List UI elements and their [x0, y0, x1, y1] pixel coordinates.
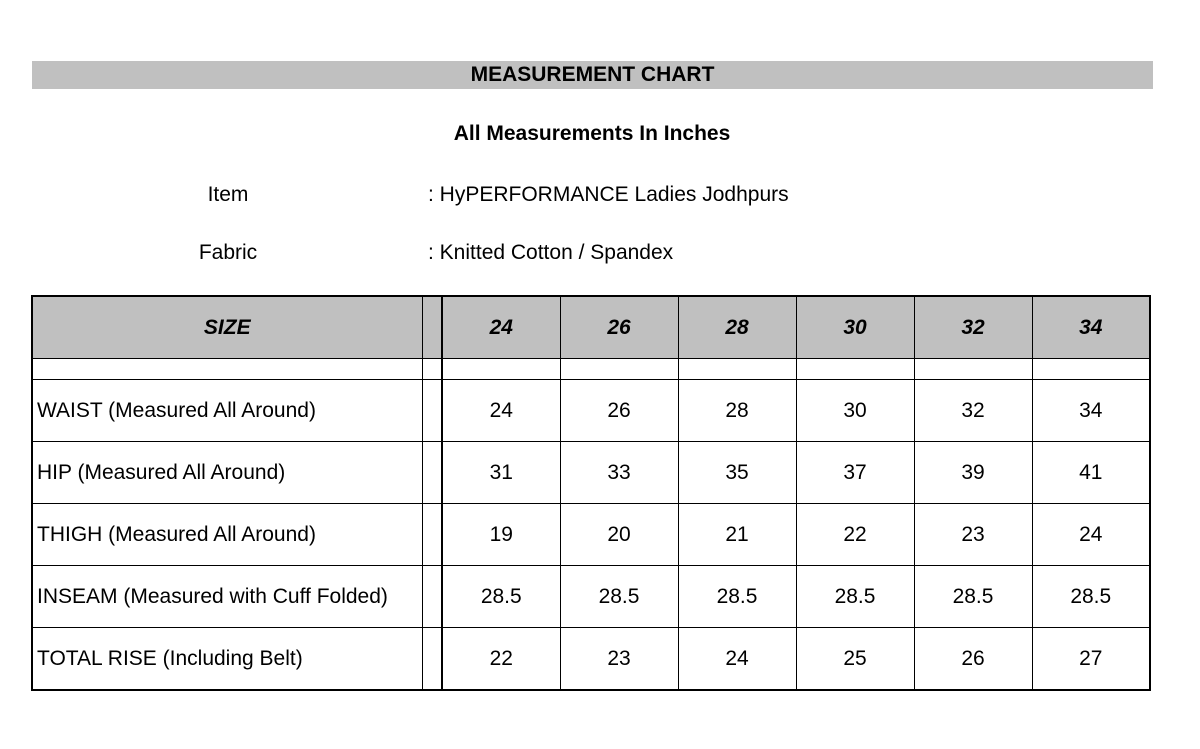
table-cell: 24	[442, 380, 560, 442]
size-column-header: 30	[796, 296, 914, 359]
spacer-row	[32, 359, 1150, 380]
table-cell: 28.5	[914, 566, 1032, 628]
spacer-cell	[914, 359, 1032, 380]
fabric-value: : Knitted Cotton / Spandex	[428, 241, 674, 264]
spacer-cell	[422, 380, 442, 442]
table-row-waist	[32, 380, 1150, 442]
size-column-header: 26	[560, 296, 678, 359]
table-cell: 28.5	[560, 566, 678, 628]
spacer-cell	[422, 566, 442, 628]
table-cell: 22	[442, 628, 560, 691]
spacer-cell	[422, 296, 442, 359]
table-cell: 23	[560, 628, 678, 691]
table-row-thigh	[32, 504, 1150, 566]
table-cell: 28.5	[442, 566, 560, 628]
row-label: HIP (Measured All Around)	[32, 442, 422, 504]
chart-title: MEASUREMENT CHART	[32, 61, 1153, 89]
table-cell: 31	[442, 442, 560, 504]
table-cell: 28.5	[678, 566, 796, 628]
table-cell: 23	[914, 504, 1032, 566]
table-cell: 25	[796, 628, 914, 691]
size-column-header: 24	[442, 296, 560, 359]
spacer-cell	[422, 504, 442, 566]
row-label: INSEAM (Measured with Cuff Folded)	[32, 566, 422, 628]
fabric-label: Fabric	[198, 241, 258, 264]
table-cell: 35	[678, 442, 796, 504]
table-cell: 28.5	[796, 566, 914, 628]
size-column-header: 34	[1032, 296, 1150, 359]
size-header: SIZE	[32, 296, 422, 359]
size-header-row	[32, 296, 1150, 359]
table-cell: 39	[914, 442, 1032, 504]
table-cell: 27	[1032, 628, 1150, 691]
spacer-cell	[796, 359, 914, 380]
table-cell: 32	[914, 380, 1032, 442]
spacer-cell	[422, 628, 442, 691]
spacer-cell	[1032, 359, 1150, 380]
spacer-cell	[442, 359, 560, 380]
spacer-cell	[560, 359, 678, 380]
item-value: : HyPERFORMANCE Ladies Jodhpurs	[428, 183, 789, 206]
size-column-header: 28	[678, 296, 796, 359]
units-subtitle: All Measurements In Inches	[453, 122, 731, 145]
table-row-total-rise	[32, 628, 1150, 691]
spacer-cell	[422, 359, 442, 380]
table-cell: 20	[560, 504, 678, 566]
table-cell: 21	[678, 504, 796, 566]
spacer-cell	[678, 359, 796, 380]
table-cell: 34	[1032, 380, 1150, 442]
table-cell: 30	[796, 380, 914, 442]
table-cell: 28.5	[1032, 566, 1150, 628]
table-row-inseam	[32, 566, 1150, 628]
table-cell: 28	[678, 380, 796, 442]
spacer-cell	[422, 442, 442, 504]
table-cell: 41	[1032, 442, 1150, 504]
spacer-cell	[32, 359, 422, 380]
table-cell: 24	[678, 628, 796, 691]
row-label: THIGH (Measured All Around)	[32, 504, 422, 566]
table-cell: 24	[1032, 504, 1150, 566]
row-label: WAIST (Measured All Around)	[32, 380, 422, 442]
table-cell: 33	[560, 442, 678, 504]
item-label: Item	[207, 183, 249, 206]
table-row-hip	[32, 442, 1150, 504]
measurement-table	[31, 295, 1151, 691]
table-cell: 19	[442, 504, 560, 566]
table-cell: 26	[560, 380, 678, 442]
size-column-header: 32	[914, 296, 1032, 359]
table-cell: 22	[796, 504, 914, 566]
table-cell: 37	[796, 442, 914, 504]
table-cell: 26	[914, 628, 1032, 691]
row-label: TOTAL RISE (Including Belt)	[32, 628, 422, 691]
